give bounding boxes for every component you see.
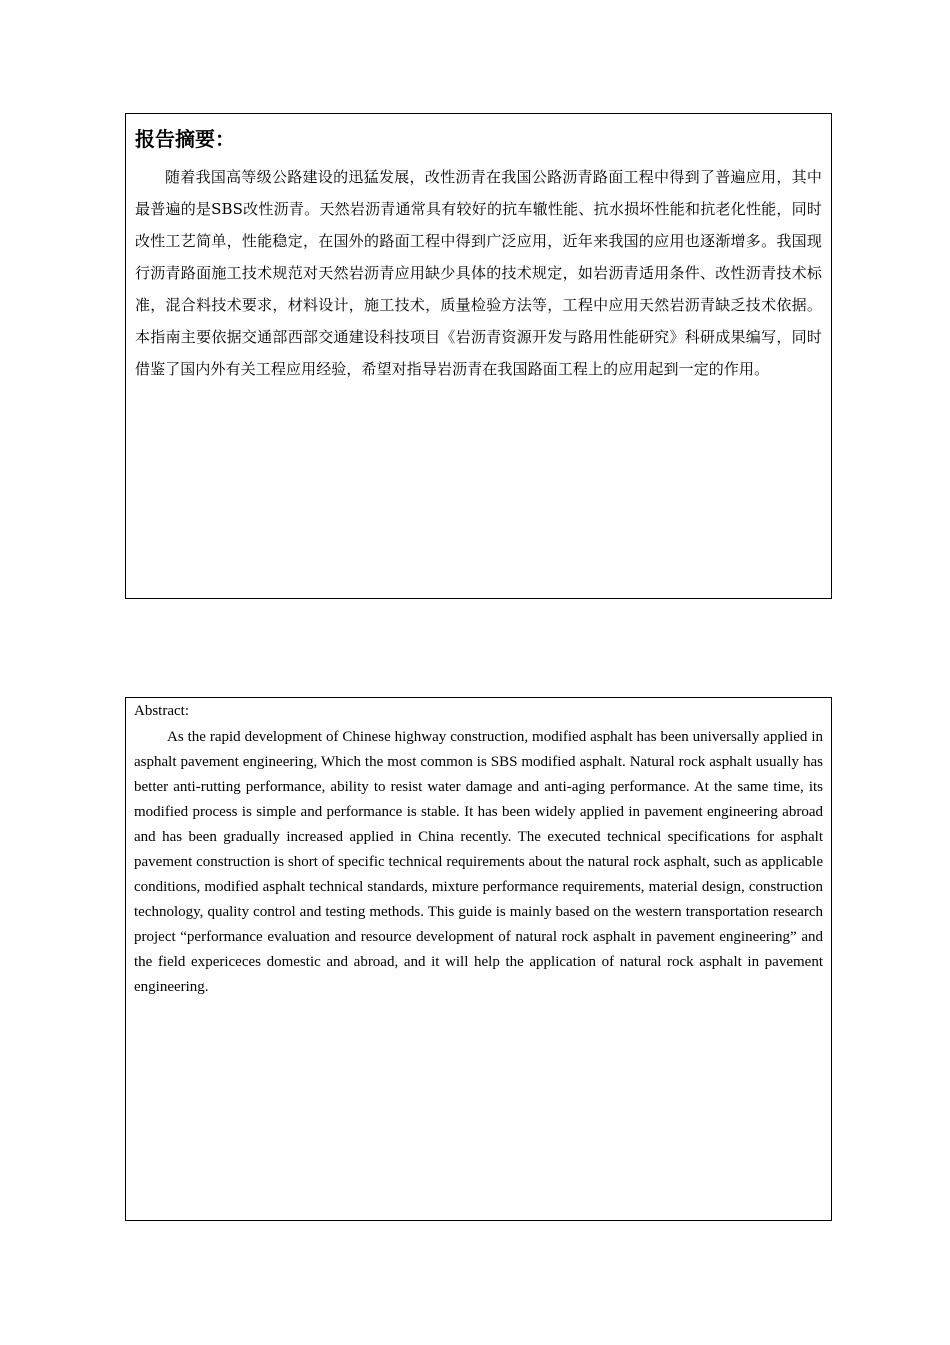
english-abstract-heading: Abstract:	[134, 703, 189, 719]
english-abstract-box	[125, 697, 832, 1221]
chinese-abstract-heading: 报告摘要：	[135, 127, 235, 151]
chinese-abstract-box	[125, 113, 832, 599]
english-abstract-body: As the rapid development of Chinese highway construction, modified asphalt has been universally applied in asphalt pavement engineering, Which the most common is SBS modified asphalt. Natural rock asphalt usually has better anti-rutting performance, ability to resist water damage and anti-aging performance. At the same time, its modified process is simple and performance is stable. It has been widely applied in pavement engineering abroad and has been gradually increased applied in China recently. The executed technical specifications for asphalt pavement construction is short of specific technical requirements about the natural rock asphalt, such as applicable conditions, modified asphalt technical standards, mixture performance requirements, material design, construction technology, quality control and testing methods. This guide is mainly based on the western transportation research project “performance evaluation and resource development of natural rock asphalt in pavement engineering” and the field expericeces domestic and abroad, and it will help the application of natural rock asphalt in pavement engineering.	[134, 729, 823, 995]
chinese-abstract-body: 随着我国高等级公路建设的迅猛发展，改性沥青在我国公路沥青路面工程中得到了普遍应用，其中最普遍的是SBS改性沥青。天然岩沥青通常具有较好的抗车辙性能、抗水损坏性能和抗老化性能，同时改性工艺简单，性能稳定，在国外的路面工程中得到广泛应用，近年来我国的应用也逐渐增多。我国现行沥青路面施工技术规范对天然岩沥青应用缺少具体的技术规定，如岩沥青适用条件、改性沥青技术标准，混合料技术要求，材料设计，施工技术，质量检验方法等，工程中应用天然岩沥青缺乏技术依据。本指南主要依据交通部西部交通建设科技项目《岩沥青资源开发与路用性能研究》科研成果编写，同时借鉴了国内外有关工程应用经验，希望对指导岩沥青在我国路面工程上的应用起到一定的作用。	[135, 168, 822, 378]
